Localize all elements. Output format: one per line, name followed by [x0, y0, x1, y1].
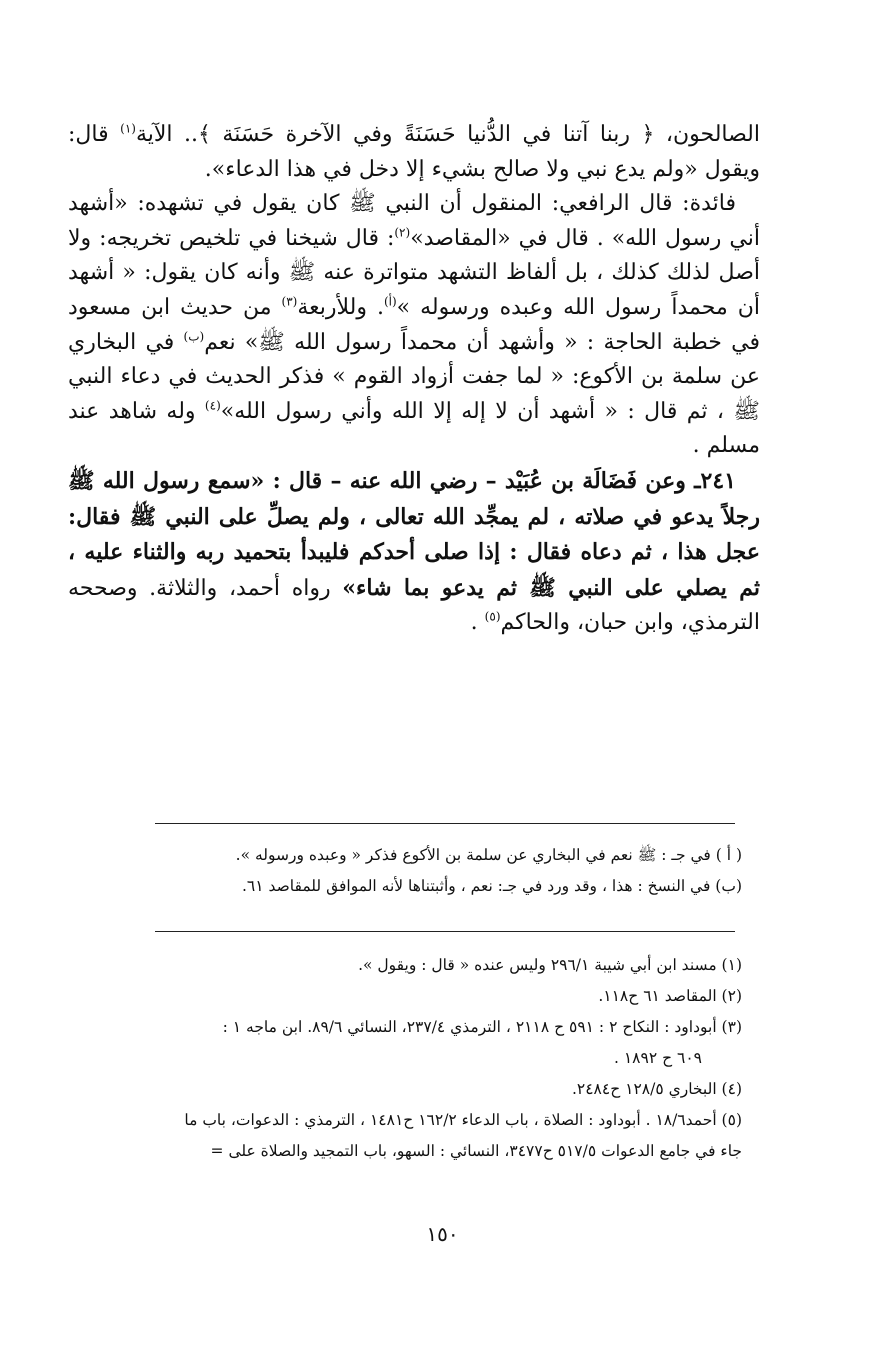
- footnote-3: (٣) أبوداود : النكاح ٢ : ٥٩١ ح ٢١١٨ ، الترمذي ٢٣٧/٤، النسائي ٨٩/٦. ابن ماجه ١ :: [222, 1018, 742, 1036]
- variant-note-b: (ب) في النسخ : هذا ، وقد ورد في جـ: نعم ، وأثبتناها لأنه الموافق للمقاصد ٦١.: [241, 877, 742, 895]
- hadith-241: ٢٤١ـ وعن فَضَالَة بن عُبَيْد – رضي الله عنه – قال : «سمع رسول الله ﷺ رجلاً يدعو في صلاته ، لم يمجِّد الله تعالى ، ولم يصلِّ على النبي ﷺ فقال: عجل هذا ، ثم دعاه فقال : إذا صلى أحدكم فليبدأ بتحميد ربه والثناء عليه ، ثم يصلي على النبي ﷺ ثم يدعو بما شاء» رواه أحمد، والثلاثة. وصححه الترمذي، وابن حبان، والحاكم$^{(٥)}$ .: [68, 467, 760, 636]
- variant-note-a: ( أ ) في جـ : ﷺ نعم في البخاري عن سلمة بن الأكوع فذكر « وعبده ورسوله ».: [235, 846, 742, 864]
- footnote-4: (٤) البخاري ١٢٨/٥ ح٢٤٨٤.: [571, 1080, 742, 1098]
- footnotes: [150, 950, 742, 1167]
- footnote-ref-3: (٣): [281, 294, 298, 309]
- paragraph-prayer-verse: الصالحون، ﴿ ربنا آتنا في الدُّنيا حَسَنَةً وفي الآخرة حَسَنَة ﴾.. الآية$^{(١)}$ قال: ويقول «ولم يدع نبي ولا صالح بشيء إلا دخل في هذا الدعاء».: [68, 121, 760, 182]
- page-number: ١٥٠: [426, 1222, 459, 1246]
- divider-footnotes: [155, 931, 735, 932]
- variant-ref-b: (ب): [183, 329, 205, 344]
- main-text: [68, 118, 760, 641]
- divider-variants: [155, 823, 735, 824]
- footnote-1: (١) مسند ابن أبي شيبة ٢٩٦/١ وليس عنده « قال : ويقول ».: [358, 956, 742, 974]
- footnote-5: (٥) أحمد١٨/٦ . أبوداود : الصلاة ، باب الدعاء ١٦٢/٢ ح١٤٨١ ، الترمذي : الدعوات، باب ما: [184, 1111, 742, 1129]
- footnote-ref-5: (٥): [484, 609, 501, 624]
- footnote-ref-2: (٢): [394, 225, 411, 240]
- hadith-text: ٢٤١ـ وعن فَضَالَة بن عُبَيْد – رضي الله عنه – قال : «سمع رسول الله ﷺ رجلاً يدعو في صلاته ، لم يمجِّد الله تعالى ، ولم يصلِّ على النبي ﷺ فقال: عجل هذا ، ثم دعاه فقال : إذا صلى أحدكم فليبدأ بتحميد ربه والثناء عليه ، ثم يصلي على النبي ﷺ ثم يدعو بما شاء»: [68, 467, 760, 601]
- variant-notes: [150, 840, 742, 902]
- footnote-ref-1: (١): [120, 121, 136, 136]
- variant-ref-a: (أ): [383, 294, 397, 309]
- paragraph-faida: فائدة: قال الرافعي: المنقول أن النبي ﷺ كان يقول في تشهده: «أشهد أني رسول الله» . قال في «المقاصد»$^{(٢)}$: قال شيخنا في تلخيص تخريجه: ولا أصل لذلك كذلك ، بل ألفاظ التشهد متواترة عنه ﷺ وأنه كان يقول: « أشهد أن محمداً رسول الله وعبده ورسوله »$^{(أ)}$. وللأربعة$^{(٣)}$ من حديث ابن مسعود في خطبة الحاجة : « وأشهد أن محمداً رسول الله ﷺ» نعم$^{(ب)}$ في البخاري عن سلمة بن الأكوع: « لما جفت أزواد القوم » فذكر الحديث في دعاء النبي ﷺ ، ثم قال : « أشهد أن لا إله إلا الله وأني رسول الله»$^{(٤)}$ وله شاهد عند مسلم .: [68, 191, 761, 459]
- footnote-3-continued: ٦٠٩ ح ١٨٩٢ .: [613, 1049, 702, 1067]
- footnote-2: (٢) المقاصد ٦١ ح١١٨.: [598, 987, 742, 1005]
- footnote-ref-4: (٤): [204, 398, 221, 413]
- footnote-5-continued: جاء في جامع الدعوات ٥١٧/٥ ح٣٤٧٧، النسائي : السهو، باب التمجيد والصلاة على =: [210, 1142, 742, 1160]
